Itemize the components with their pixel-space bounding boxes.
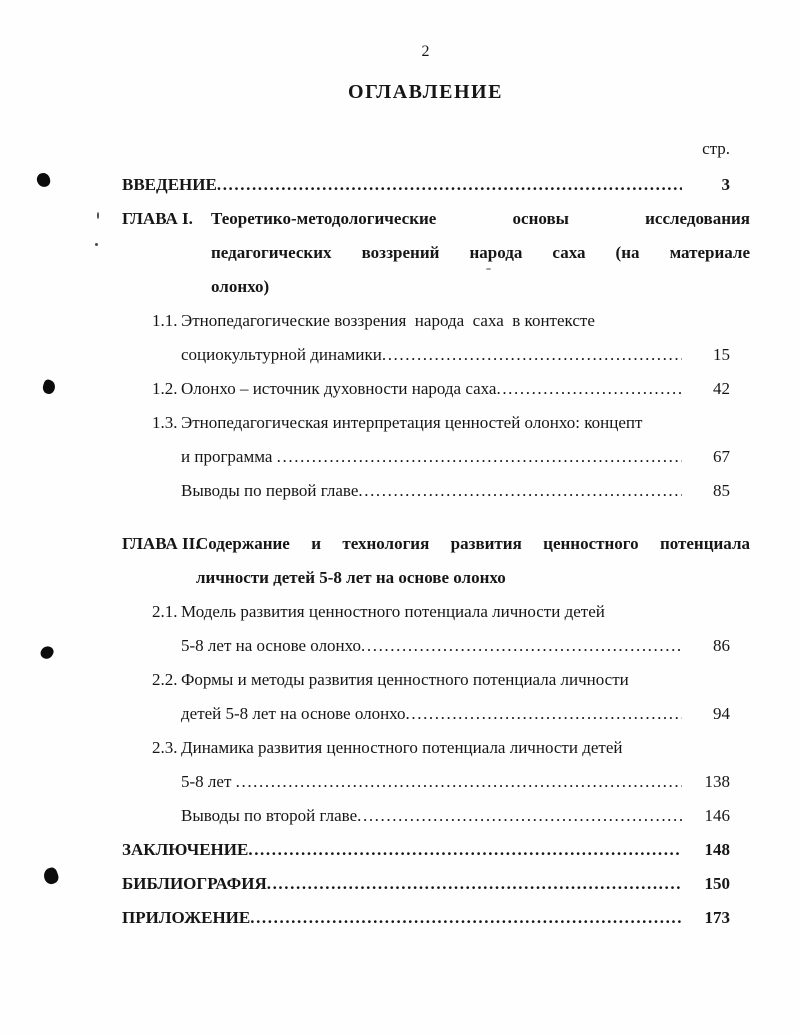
toc-entry-label xyxy=(152,474,181,508)
toc-line-text: ПРИЛОЖЕНИЕ xyxy=(122,908,251,927)
toc-line-text: 5-8 лет xyxy=(181,772,236,791)
toc-entry xyxy=(0,833,799,867)
dot-leader xyxy=(250,901,682,935)
toc-page-number: 148 xyxy=(704,840,730,859)
toc-entry-label: 1.1. xyxy=(152,311,178,330)
toc-page-number: 86 xyxy=(713,636,730,655)
toc-line xyxy=(181,304,730,338)
toc-page-number: 85 xyxy=(713,481,730,500)
toc-entry xyxy=(0,372,799,406)
toc-line-text: Модель развития ценностного потенциала личности детей xyxy=(181,602,605,621)
toc-entry-label: 2.2. xyxy=(152,670,178,689)
toc-entry xyxy=(0,474,799,508)
toc-title: ОГЛАВЛЕНИЕ xyxy=(348,81,503,103)
toc-line xyxy=(122,901,730,935)
toc-line-text: и программа xyxy=(181,447,277,466)
toc-line xyxy=(181,799,730,833)
page-column-header: стр. xyxy=(702,139,730,158)
dot-leader xyxy=(277,440,682,474)
toc-entry-text-block xyxy=(181,663,730,731)
toc-line-text: Динамика развития ценностного потенциала личности детей xyxy=(181,738,623,757)
dot-leader xyxy=(236,765,682,799)
toc-entry-text-block xyxy=(181,304,730,372)
toc-list xyxy=(0,168,799,935)
toc-line-text: личности детей 5-8 лет на основе олонхо xyxy=(196,568,506,587)
dot-leader xyxy=(217,168,682,202)
toc-line-text: детей 5-8 лет на основе олонхо xyxy=(181,704,406,723)
toc-entry-label: 1.3. xyxy=(152,413,178,432)
toc-entry xyxy=(0,595,799,663)
dot-leader xyxy=(358,474,682,508)
toc-entry-text-block xyxy=(181,731,730,799)
toc-entry xyxy=(0,901,799,935)
dot-leader xyxy=(406,697,682,731)
toc-line xyxy=(181,372,730,406)
toc-entry-text-block xyxy=(181,595,730,663)
toc-entry xyxy=(0,663,799,731)
toc-line-text: ВВЕДЕНИЕ xyxy=(122,175,217,194)
dot-leader xyxy=(267,867,682,901)
toc-entry-label: 2.3. xyxy=(152,738,178,757)
toc-entry xyxy=(0,406,799,474)
toc-line xyxy=(122,867,730,901)
toc-line xyxy=(181,406,730,440)
toc-line xyxy=(181,731,730,765)
toc-entry xyxy=(0,527,799,595)
toc-line xyxy=(181,338,730,372)
toc-line: Содержание и технология развития ценностного потенциала xyxy=(196,534,750,553)
toc-line xyxy=(181,663,730,697)
scan-speck xyxy=(486,268,491,270)
toc-page-number: 173 xyxy=(704,908,730,927)
dot-leader xyxy=(382,338,682,372)
toc-line xyxy=(181,474,730,508)
toc-page-number: 15 xyxy=(713,345,730,364)
scan-speck xyxy=(97,212,99,219)
toc-entry xyxy=(0,731,799,799)
toc-line xyxy=(122,833,730,867)
toc-line xyxy=(196,561,750,595)
toc-line-text: Выводы по второй главе xyxy=(181,806,358,825)
toc-line-text: Формы и методы развития ценностного потенциала личности xyxy=(181,670,629,689)
toc-entry-text-block xyxy=(181,372,730,406)
toc-line xyxy=(122,168,730,202)
toc-line xyxy=(181,765,730,799)
toc-page-number: 42 xyxy=(713,379,730,398)
toc-page-number: 3 xyxy=(721,175,730,194)
dot-leader xyxy=(248,833,682,867)
toc-line-text: Этнопедагогические воззрения народа саха в контексте xyxy=(181,311,595,330)
toc-entry xyxy=(0,867,799,901)
toc-line: Теоретико-методологические основы исследования xyxy=(211,209,750,228)
dot-leader xyxy=(357,799,682,833)
toc-entry-label: 2.1. xyxy=(152,602,178,621)
toc-line xyxy=(181,629,730,663)
toc-entry-label: 1.2. xyxy=(152,379,178,398)
toc-entry xyxy=(0,304,799,372)
toc-entry-text-block xyxy=(181,406,730,474)
toc-entry xyxy=(0,202,799,304)
dot-leader xyxy=(496,372,682,406)
toc-entry xyxy=(0,799,799,833)
toc-entry-label: ГЛАВА II. xyxy=(122,534,200,553)
dot-leader xyxy=(361,629,682,663)
toc-line-text: олонхо) xyxy=(211,277,270,296)
toc-line-text: БИБЛИОГРАФИЯ xyxy=(122,874,267,893)
toc-entry-text-block xyxy=(122,867,730,901)
toc-page-number: 67 xyxy=(713,447,730,466)
toc-entry-text-block xyxy=(181,474,730,508)
toc-line xyxy=(181,440,730,474)
toc-line xyxy=(181,697,730,731)
page-number: 2 xyxy=(421,43,430,60)
toc-line-text: ЗАКЛЮЧЕНИЕ xyxy=(122,840,249,859)
toc-line xyxy=(211,270,750,304)
toc-entry-text-block xyxy=(211,202,750,304)
toc-entry-label xyxy=(152,799,181,833)
toc-line xyxy=(181,595,730,629)
toc-entry-text-block xyxy=(181,799,730,833)
toc-page-number: 146 xyxy=(704,806,730,825)
toc-page-number: 94 xyxy=(713,704,730,723)
toc-page-number: 150 xyxy=(704,874,730,893)
toc-entry-text-block xyxy=(122,168,730,202)
toc-entry-text-block xyxy=(122,901,730,935)
toc-line: педагогических воззрений народа саха (на материале xyxy=(211,243,750,262)
toc-entry xyxy=(0,168,799,202)
toc-page-number: 138 xyxy=(704,772,730,791)
scan-speck xyxy=(95,243,98,246)
toc-entry-text-block xyxy=(122,833,730,867)
toc-line-text: 5-8 лет на основе олонхо xyxy=(181,636,362,655)
toc-line-text: Выводы по первой главе xyxy=(181,481,359,500)
toc-entry-label: ГЛАВА I. xyxy=(122,209,193,228)
toc-entry-text-block xyxy=(196,527,750,595)
toc-line-text: социокультурной динамики xyxy=(181,345,382,364)
toc-line-text: Олонхо – источник духовности народа саха xyxy=(181,379,497,398)
toc-line-text: Этнопедагогическая интерпретация ценностей олонхо: концепт xyxy=(181,413,643,432)
